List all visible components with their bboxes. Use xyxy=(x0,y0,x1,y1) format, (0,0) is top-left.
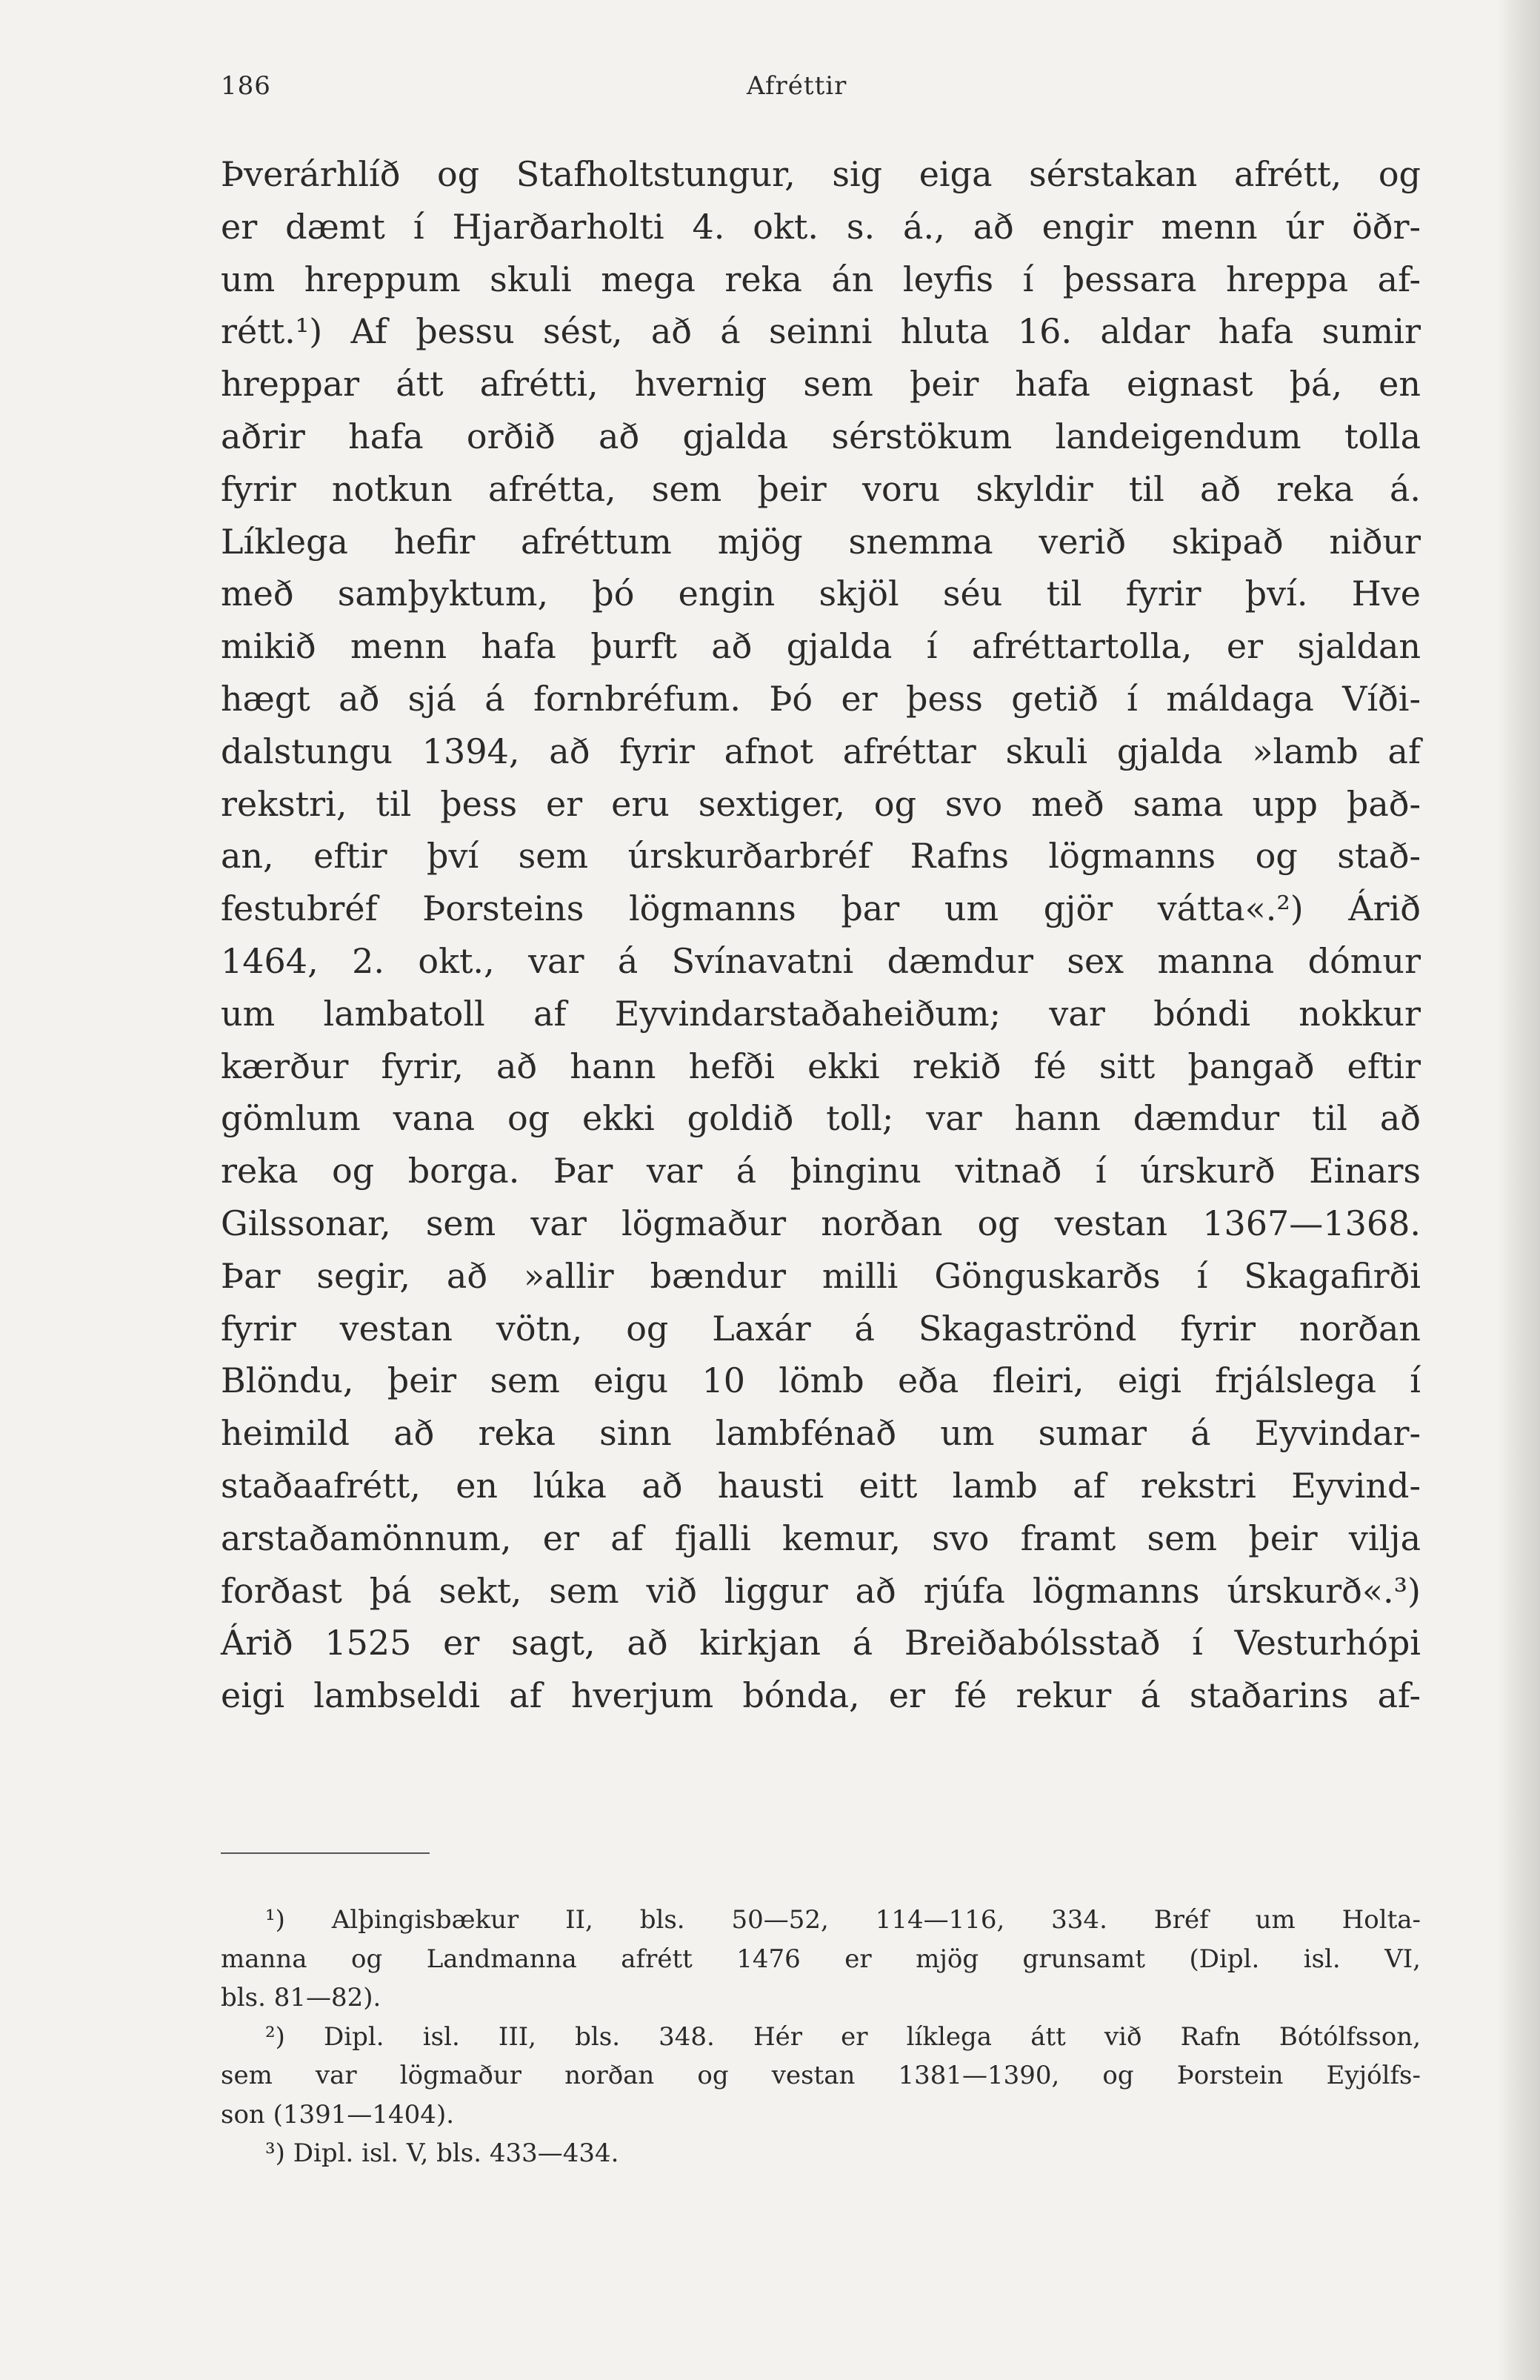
body-line: eigi lambseldi af hverjum bónda, er fé rekur á staðarins af- xyxy=(221,1675,1421,1716)
body-line: hægt að sjá á fornbréfum. Þó er þess getið í máldaga Víði- xyxy=(221,678,1421,719)
chapter-title: Afréttir xyxy=(747,71,847,101)
footnote-divider xyxy=(221,1852,430,1854)
body-line: um lambatoll af Eyvindarstaðaheiðum; var bóndi nokkur xyxy=(221,993,1421,1034)
footnote-line: ²) Dipl. isl. III, bls. 348. Hér er líklega átt við Rafn Bótólfsson, xyxy=(265,2021,1421,2052)
footnote-line: ¹) Alþingisbækur II, bls. 50—52, 114—116, 334. Bréf um Holta- xyxy=(265,1905,1421,1935)
body-line: Blöndu, þeir sem eigu 10 lömb eða fleiri, eigi frjálslega í xyxy=(221,1360,1421,1401)
footnote-line: manna og Landmanna afrétt 1476 er mjög grunsamt (Dipl. isl. VI, xyxy=(221,1944,1421,1974)
body-line: rétt.¹) Af þessu sést, að á seinni hluta 16. aldar hafa sumir xyxy=(221,311,1421,352)
body-text xyxy=(221,148,1421,1722)
page-edge-shadow xyxy=(1497,0,1540,2380)
body-line: Þar segir, að »allir bændur milli Gönguskarðs í Skagafirði xyxy=(221,1255,1421,1296)
body-line: arstaðamönnum, er af fjalli kemur, svo framt sem þeir vilja xyxy=(221,1518,1421,1558)
footnotes xyxy=(221,1901,1421,2173)
body-line: aðrir hafa orðið að gjalda sérstökum landeigendum tolla xyxy=(221,416,1421,456)
body-line: Árið 1525 er sagt, að kirkjan á Breiðabólsstað í Vesturhópi xyxy=(221,1623,1421,1663)
body-line: með samþyktum, þó engin skjöl séu til fyrir því. Hve xyxy=(221,574,1421,614)
body-line: Líklega hefir afréttum mjög snemma verið skipað niður xyxy=(221,521,1421,562)
body-line: reka og borga. Þar var á þinginu vitnað í úrskurð Einars xyxy=(221,1151,1421,1191)
page-number: 186 xyxy=(221,71,271,101)
footnote-line: sem var lögmaður norðan og vestan 1381—1390, og Þorstein Eyjólfs- xyxy=(221,2061,1421,2090)
body-line: an, eftir því sem úrskurðarbréf Rafns lögmanns og stað- xyxy=(221,836,1421,877)
body-line: staðaafrétt, en lúka að hausti eitt lamb af rekstri Eyvind- xyxy=(221,1465,1421,1506)
body-line: festubréf Þorsteins lögmanns þar um gjör vátta«.²) Árið xyxy=(221,888,1421,929)
body-line: fyrir notkun afrétta, sem þeir voru skyldir til að reka á. xyxy=(221,468,1421,509)
body-line: um hreppum skuli mega reka án leyfis í þessara hreppa af- xyxy=(221,259,1421,299)
running-head xyxy=(221,71,1421,116)
body-line: kærður fyrir, að hann hefði ekki rekið fé sitt þangað eftir xyxy=(221,1046,1421,1086)
body-line: Gilssonar, sem var lögmaður norðan og vestan 1367—1368. xyxy=(221,1203,1421,1243)
body-line: fyrir vestan vötn, og Laxár á Skagaströnd fyrir norðan xyxy=(221,1308,1421,1349)
footnote-line: ³) Dipl. isl. V, bls. 433—434. xyxy=(265,2138,619,2168)
footnote-line: bls. 81—82). xyxy=(221,1983,381,2012)
body-line: rekstri, til þess er eru sextiger, og svo með sama upp það- xyxy=(221,783,1421,824)
body-line: hreppar átt afrétti, hvernig sem þeir hafa eignast þá, en xyxy=(221,364,1421,405)
body-line: er dæmt í Hjarðarholti 4. okt. s. á., að engir menn úr öðr- xyxy=(221,206,1421,247)
body-line: forðast þá sekt, sem við liggur að rjúfa lögmanns úrskurð«.³) xyxy=(221,1570,1421,1611)
body-line: 1464, 2. okt., var á Svínavatni dæmdur sex manna dómur xyxy=(221,940,1421,981)
body-line: Þverárhlíð og Stafholtstungur, sig eiga sérstakan afrétt, og xyxy=(221,154,1421,194)
body-line: mikið menn hafa þurft að gjalda í afréttartolla, er sjaldan xyxy=(221,626,1421,667)
footnote-line: son (1391—1404). xyxy=(221,2099,455,2130)
body-line: gömlum vana og ekki goldið toll; var hann dæmdur til að xyxy=(221,1098,1421,1139)
body-line: dalstungu 1394, að fyrir afnot afréttar skuli gjalda »lamb af xyxy=(221,731,1421,771)
body-line: heimild að reka sinn lambfénað um sumar á Eyvindar- xyxy=(221,1413,1421,1454)
